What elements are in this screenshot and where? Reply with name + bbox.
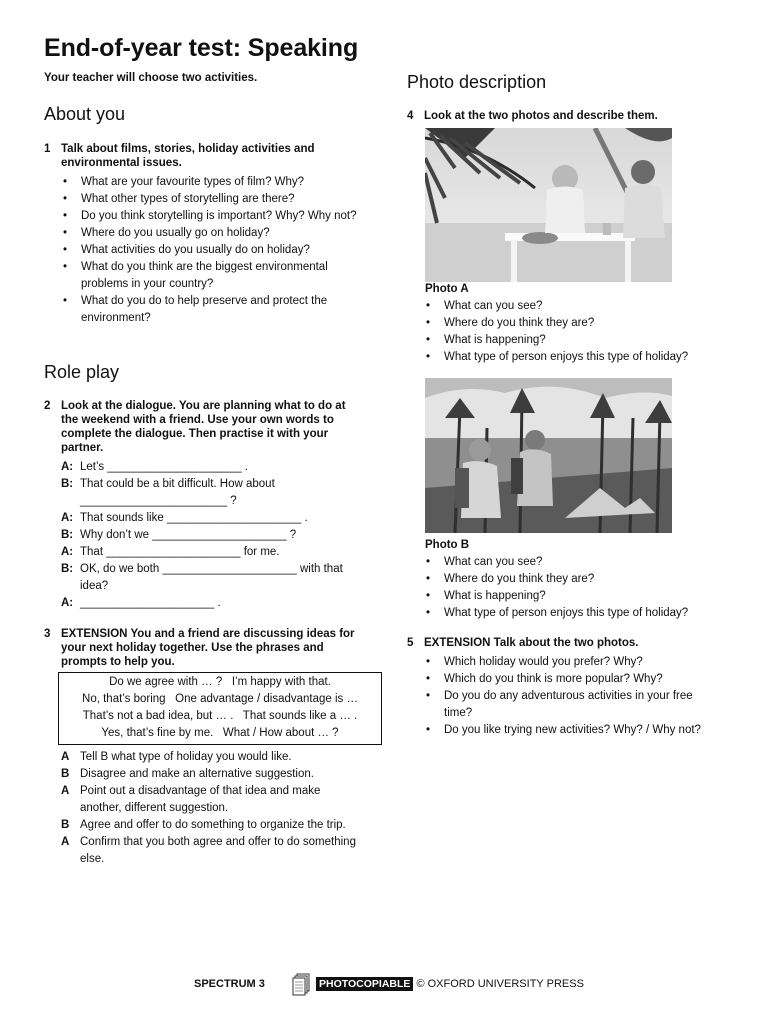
bullet-item: • What activities do you usually do on holiday? bbox=[61, 242, 361, 259]
footer-photocopiable bbox=[316, 978, 584, 990]
speaker-label: A: bbox=[61, 512, 74, 524]
question-text: Look at the two photos and describe them. bbox=[424, 110, 658, 122]
role-prompt bbox=[61, 749, 361, 766]
role-prompt bbox=[61, 817, 361, 834]
question-number: 1 bbox=[44, 143, 51, 155]
role-prompt bbox=[61, 783, 361, 817]
speaker-label: A bbox=[61, 836, 70, 848]
phrase-box bbox=[58, 672, 382, 745]
dialogue-line bbox=[61, 527, 361, 544]
line-text: OK, do we both _____________________ with that idea? bbox=[80, 563, 343, 592]
bullet-item: • Where do you usually go on holiday? bbox=[61, 225, 361, 242]
dialogue-line bbox=[61, 476, 361, 510]
bullet-item: • Where do you think they are? bbox=[424, 571, 744, 588]
bullet-item: • Where do you think they are? bbox=[424, 315, 744, 332]
question-1-bullets bbox=[61, 174, 361, 327]
question-number: 2 bbox=[44, 400, 51, 412]
bullet-item: • What type of person enjoys this type of holiday? bbox=[424, 605, 744, 622]
line-text: Let’s _____________________ . bbox=[80, 461, 248, 473]
bullet-item: • Which holiday would you prefer? Why? bbox=[424, 654, 714, 671]
photocopy-icon bbox=[292, 973, 310, 997]
bullet-item: • Do you think storytelling is important? Why? Why not? bbox=[61, 208, 361, 225]
line-text: Why don’t we _____________________ ? bbox=[80, 529, 297, 541]
bullet-item: • What other types of storytelling are there? bbox=[61, 191, 361, 208]
question-5 bbox=[407, 636, 737, 650]
speaker-label: B bbox=[61, 768, 70, 780]
footer-series: SPECTRUM 3 bbox=[194, 978, 265, 990]
line-text: That _____________________ for me. bbox=[80, 546, 280, 558]
bullet-item: • What can you see? bbox=[424, 554, 744, 571]
speaker-label: A: bbox=[61, 546, 74, 558]
photo-b-label: Photo B bbox=[425, 539, 470, 551]
speaker-label: B: bbox=[61, 563, 74, 575]
dialogue-line bbox=[61, 595, 361, 612]
role-prompts bbox=[61, 749, 361, 868]
question-5-bullets bbox=[424, 654, 714, 739]
question-number: 3 bbox=[44, 628, 51, 640]
bullet-item: • What is happening? bbox=[424, 588, 744, 605]
speaker-label: A bbox=[61, 751, 70, 763]
question-text: Look at the dialogue. You are planning what to do at the weekend with a friend. Use your own words to complete the dialogue. Then practise it with your partner. bbox=[61, 400, 346, 454]
page-subtitle: Your teacher will choose two activities. bbox=[44, 72, 258, 84]
dialogue-line bbox=[61, 510, 361, 527]
question-text: EXTENSION Talk about the two photos. bbox=[424, 637, 639, 649]
question-text: Talk about films, stories, holiday activities and environmental issues. bbox=[61, 143, 315, 169]
footer-copyright: © OXFORD UNIVERSITY PRESS bbox=[416, 978, 584, 990]
question-text: EXTENSION You and a friend are discussing ideas for your next holiday together. Use the phrases and prompts to help you. bbox=[61, 628, 355, 668]
photo-a-label: Photo A bbox=[425, 283, 469, 295]
photo-a bbox=[425, 128, 672, 282]
speaker-label: B: bbox=[61, 529, 74, 541]
photo-b-image bbox=[425, 378, 672, 533]
bullet-item: • Do you do any adventurous activities in your free time? bbox=[424, 688, 714, 722]
line-text: Agree and offer to do something to organize the trip. bbox=[80, 819, 346, 831]
speaker-label: A bbox=[61, 785, 70, 797]
phrase-line: No, that’s boring One advantage / disadvantage is … bbox=[82, 693, 358, 705]
question-2 bbox=[44, 399, 362, 455]
dialogue-line bbox=[61, 561, 361, 595]
question-number: 4 bbox=[407, 110, 414, 122]
dialogue-line bbox=[61, 544, 361, 561]
role-prompt bbox=[61, 834, 361, 868]
line-text: Tell B what type of holiday you would like. bbox=[80, 751, 292, 763]
bullet-item: • Do you like trying new activities? Why? / Why not? bbox=[424, 722, 714, 739]
bullet-item: • What do you think are the biggest environmental problems in your country? bbox=[61, 259, 361, 293]
speaker-label: B bbox=[61, 819, 70, 831]
speaker-label: A: bbox=[61, 461, 74, 473]
page-title: End-of-year test: Speaking bbox=[44, 34, 359, 62]
dialogue bbox=[61, 459, 361, 612]
photo-a-image bbox=[425, 128, 672, 282]
speaker-label: B: bbox=[61, 478, 74, 490]
bullet-item: • What type of person enjoys this type of holiday? bbox=[424, 349, 744, 366]
line-text: Point out a disadvantage of that idea and make another, different suggestion. bbox=[80, 785, 321, 814]
photo-b bbox=[425, 378, 672, 533]
bullet-item: • What do you do to help preserve and protect the environment? bbox=[61, 293, 361, 327]
line-text: Disagree and make an alternative suggestion. bbox=[80, 768, 314, 780]
roleplay-heading: Role play bbox=[44, 362, 120, 382]
phrase-line: Yes, that’s fine by me. What / How about … ? bbox=[101, 727, 339, 739]
phrase-line: Do we agree with … ? I’m happy with that. bbox=[109, 676, 331, 688]
question-number: 5 bbox=[407, 637, 414, 649]
line-text: Confirm that you both agree and offer to do something else. bbox=[80, 836, 356, 865]
bullet-item: • What are your favourite types of film? Why? bbox=[61, 174, 361, 191]
role-prompt bbox=[61, 766, 361, 783]
photo-b-bullets bbox=[424, 554, 744, 622]
phrase-line: That’s not a bad idea, but … . That sounds like a … . bbox=[82, 710, 358, 722]
photo-a-bullets bbox=[424, 298, 744, 366]
photo-description-heading: Photo description bbox=[407, 72, 547, 92]
dialogue-line bbox=[61, 459, 361, 476]
question-1 bbox=[44, 142, 359, 170]
about-heading: About you bbox=[44, 104, 126, 124]
photocopiable-badge: PHOTOCOPIABLE bbox=[316, 977, 413, 991]
speaker-label: A: bbox=[61, 597, 74, 609]
line-text: That sounds like _____________________ . bbox=[80, 512, 308, 524]
line-text: _____________________ . bbox=[80, 597, 221, 609]
bullet-item: • What can you see? bbox=[424, 298, 744, 315]
bullet-item: • Which do you think is more popular? Why? bbox=[424, 671, 714, 688]
line-text: That could be a bit difficult. How about _______________________ ? bbox=[80, 478, 275, 507]
question-3 bbox=[44, 627, 362, 669]
question-4 bbox=[407, 109, 737, 123]
bullet-item: • What is happening? bbox=[424, 332, 744, 349]
